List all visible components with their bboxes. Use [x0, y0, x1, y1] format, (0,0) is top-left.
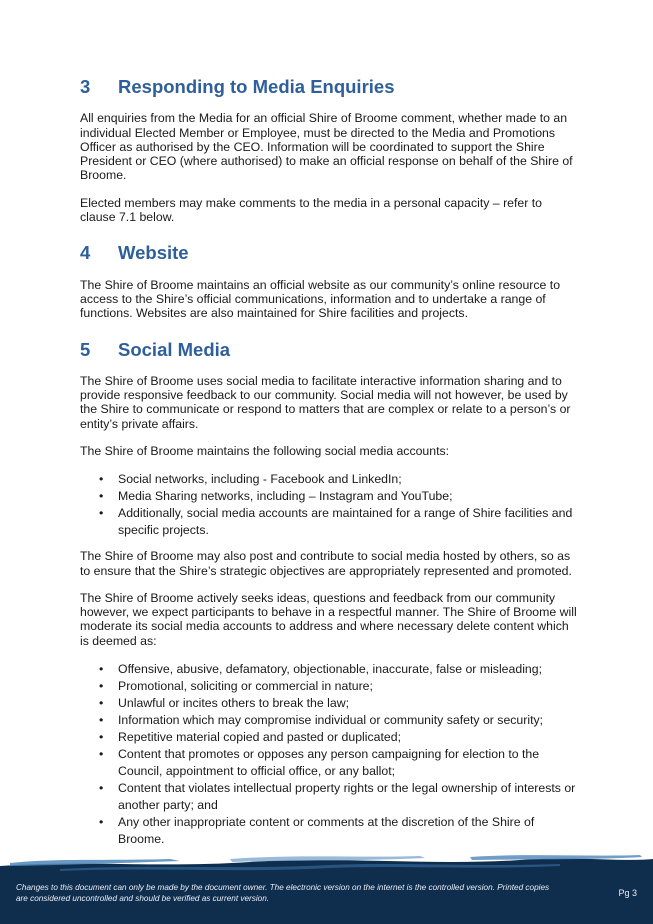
footer-disclaimer — [16, 882, 576, 904]
bullet-icon: • — [99, 489, 104, 504]
paragraph: The Shire of Broome actively seeks ideas, questions and feedback from our community however, we expect participants to behave in a respectful manner. The Shire of Broome will moderate its social media accounts to address and where necessary delete content which is deemed as: — [80, 590, 577, 648]
list-item-text: Additionally, social media accounts are maintained for a range of Shire facilities and specific projects. — [118, 506, 573, 538]
paragraph: The Shire of Broome uses social media to facilitate interactive information sharing and to provide responsive feedback to our community. Social media will not however, be used by the Shire to communicate or respond to matters that are complex or relate to a person’s or entity’s private affairs. — [80, 373, 571, 431]
list-item — [80, 729, 580, 746]
section-number: 3 — [80, 76, 91, 97]
list-item — [80, 712, 580, 729]
page-number: Pg 3 — [618, 888, 637, 898]
bullet-icon: • — [99, 815, 104, 830]
footer-wave-light — [470, 855, 642, 860]
section-heading — [80, 339, 580, 360]
list-item — [80, 814, 580, 848]
section-5 — [80, 339, 580, 849]
section-4 — [80, 242, 580, 320]
list-item — [80, 661, 580, 678]
list-item — [80, 695, 580, 712]
list-item-text: Content that violates intellectual property rights or the legal ownership of interests or another party; and — [118, 781, 576, 813]
paragraph: All enquiries from the Media for an official Shire of Broome comment, whether made to an individual Elected Member or Employee, must be directed to the Media and Promotions Officer as authorised by the CEO. Information will be coordinated to support the Shire President or CEO (where authorised) to make an official response on behalf of the Shire of Broome. — [80, 111, 573, 183]
bullet-icon: • — [99, 679, 104, 694]
section-title: Website — [118, 242, 189, 264]
document-body — [80, 76, 580, 858]
list-item — [80, 780, 580, 814]
paragraph: The Shire of Broome maintains an official website as our community’s online resource to access to the Shire’s official communications, information and to undertake a range of functions. Websites are also maintained for Shire facilities and projects. — [80, 277, 561, 321]
bullet-icon: • — [99, 506, 104, 521]
paragraph: The Shire of Broome maintains the following social media accounts: — [80, 443, 450, 458]
section-title: Social Media — [118, 338, 231, 360]
paragraph: Elected members may make comments to the media in a personal capacity – refer to clause 7.1 below. — [80, 195, 543, 225]
list-item-text: Media Sharing networks, including – Instagram and YouTube; — [118, 489, 453, 504]
section-heading — [80, 76, 580, 97]
footer-disclaimer-line: Changes to this document can only be made by the document owner. The electronic version on the internet is the controlled version. Printed copies — [16, 883, 550, 892]
bullet-icon: • — [99, 713, 104, 728]
bullet-icon: • — [99, 747, 104, 762]
bullet-icon: • — [99, 696, 104, 711]
list-item-text: Information which may compromise individual or community safety or security; — [118, 713, 544, 728]
list-item — [80, 678, 580, 695]
list-item — [80, 488, 580, 505]
list-item — [80, 505, 580, 539]
list-item-text: Offensive, abusive, defamatory, objectionable, inaccurate, false or misleading; — [118, 662, 543, 677]
list-item — [80, 471, 580, 488]
list-item-text: Unlawful or incites others to break the law; — [118, 696, 350, 711]
section-title: Responding to Media Enquiries — [118, 76, 395, 97]
social-accounts-list — [80, 471, 580, 539]
section-number: 5 — [80, 338, 91, 360]
list-item-text: Promotional, soliciting or commercial in nature; — [118, 679, 373, 694]
section-heading — [80, 242, 580, 263]
moderation-criteria-list — [80, 661, 580, 848]
bullet-icon: • — [99, 472, 104, 487]
section-3 — [80, 76, 580, 224]
bullet-icon: • — [99, 781, 104, 796]
bullet-icon: • — [99, 730, 104, 745]
list-item-text: Repetitive material copied and pasted or duplicated; — [118, 730, 402, 745]
section-number: 4 — [80, 242, 91, 264]
paragraph: The Shire of Broome may also post and contribute to social media hosted by others, so as to ensure that the Shire’s strategic objectives are appropriately represented and promoted. — [80, 549, 572, 578]
list-item-text: Content that promotes or opposes any person campaigning for election to the Council, appointment to official office, or any ballot; — [118, 747, 540, 779]
bullet-icon: • — [99, 662, 104, 677]
list-item-text: Any other inappropriate content or comments at the discretion of the Shire of Broome. — [118, 815, 535, 847]
list-item — [80, 746, 580, 780]
page-footer — [0, 852, 653, 924]
footer-disclaimer-line: are considered uncontrolled and should be verified as current version. — [16, 894, 270, 903]
list-item-text: Social networks, including - Facebook and LinkedIn; — [118, 472, 402, 487]
